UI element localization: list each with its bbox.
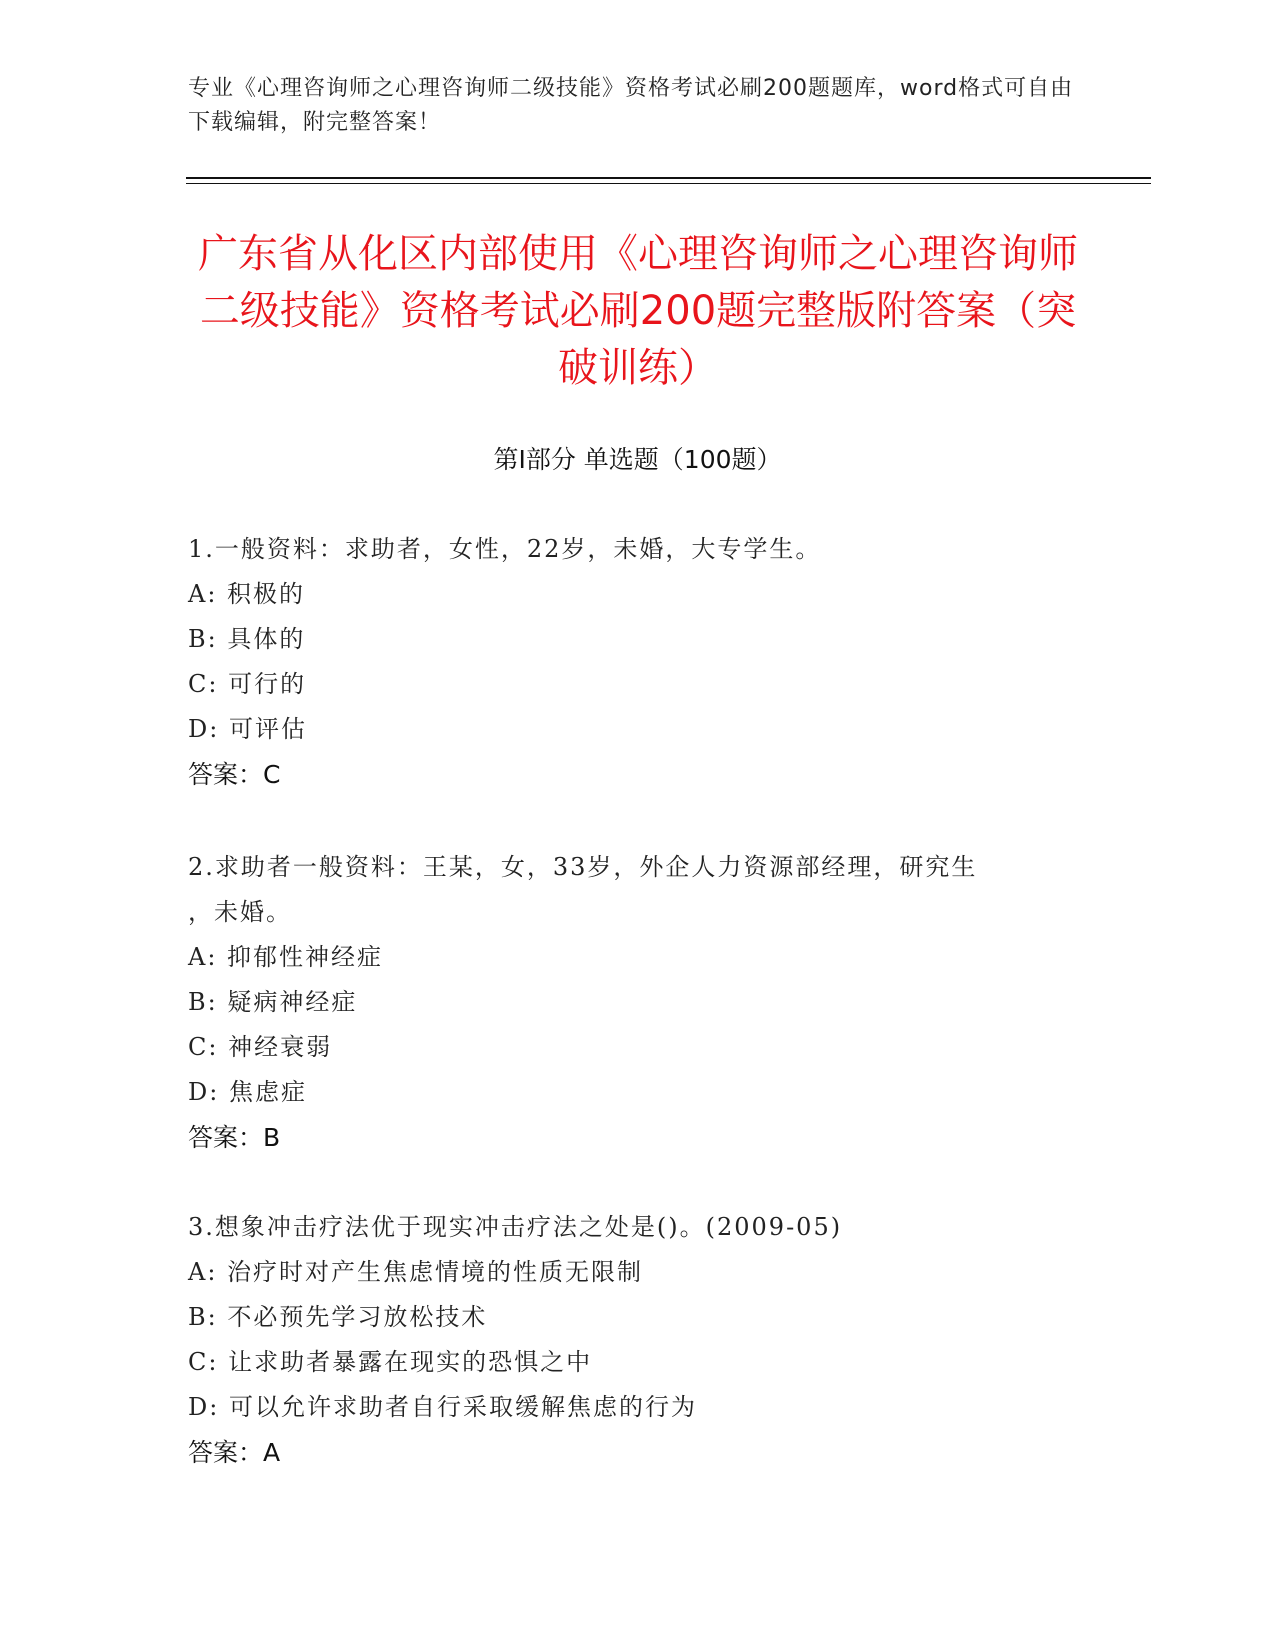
option-d: D: 焦虑症: [188, 1078, 307, 1106]
option-a: A: 抑郁性神经症: [188, 943, 384, 971]
question-1: [188, 527, 1088, 797]
option-b: B: 疑病神经症: [188, 988, 358, 1016]
option-b: B: 不必预先学习放松技术: [188, 1303, 488, 1331]
option-c: C: 可行的: [188, 670, 307, 698]
answer: 答案：A: [188, 1438, 281, 1467]
document-title: 广东省从化区内部使用《心理咨询师之心理咨询师二级技能》资格考试必刷200题完整版附答案（突破训练）: [198, 231, 1078, 391]
header-note: 专业《心理咨询师之心理咨询师二级技能》资格考试必刷200题题库，word格式可自由下载编辑，附完整答案！: [188, 76, 1074, 135]
question-stem: 3.想象冲击疗法优于现实冲击疗法之处是()。(2009-05): [188, 1213, 843, 1241]
answer: 答案：B: [188, 1123, 281, 1152]
option-b: B: 具体的: [188, 625, 306, 653]
question-2: [188, 845, 1088, 1160]
option-c: C: 神经衰弱: [188, 1033, 333, 1061]
answer: 答案：C: [188, 760, 281, 789]
section-title: 第Ⅰ部分 单选题（100题）: [493, 445, 782, 474]
question-stem-line-1: 2.求助者一般资料：王某，女，33岁，外企人力资源部经理，研究生: [188, 853, 978, 881]
question-stem: 1.一般资料：求助者，女性，22岁，未婚，大专学生。: [188, 535, 822, 563]
option-a: A: 治疗时对产生焦虑情境的性质无限制: [188, 1258, 644, 1286]
option-d: D: 可以允许求助者自行采取缓解焦虑的行为: [188, 1393, 697, 1421]
option-a: A: 积极的: [188, 580, 306, 608]
option-d: D: 可评估: [188, 715, 307, 743]
header-rule-thick: [186, 177, 1151, 179]
option-c: C: 让求助者暴露在现实的恐惧之中: [188, 1348, 593, 1376]
question-stem-line-2: ，未婚。: [188, 898, 292, 926]
question-3: [188, 1205, 1088, 1475]
header-rule-thin: [186, 183, 1151, 184]
